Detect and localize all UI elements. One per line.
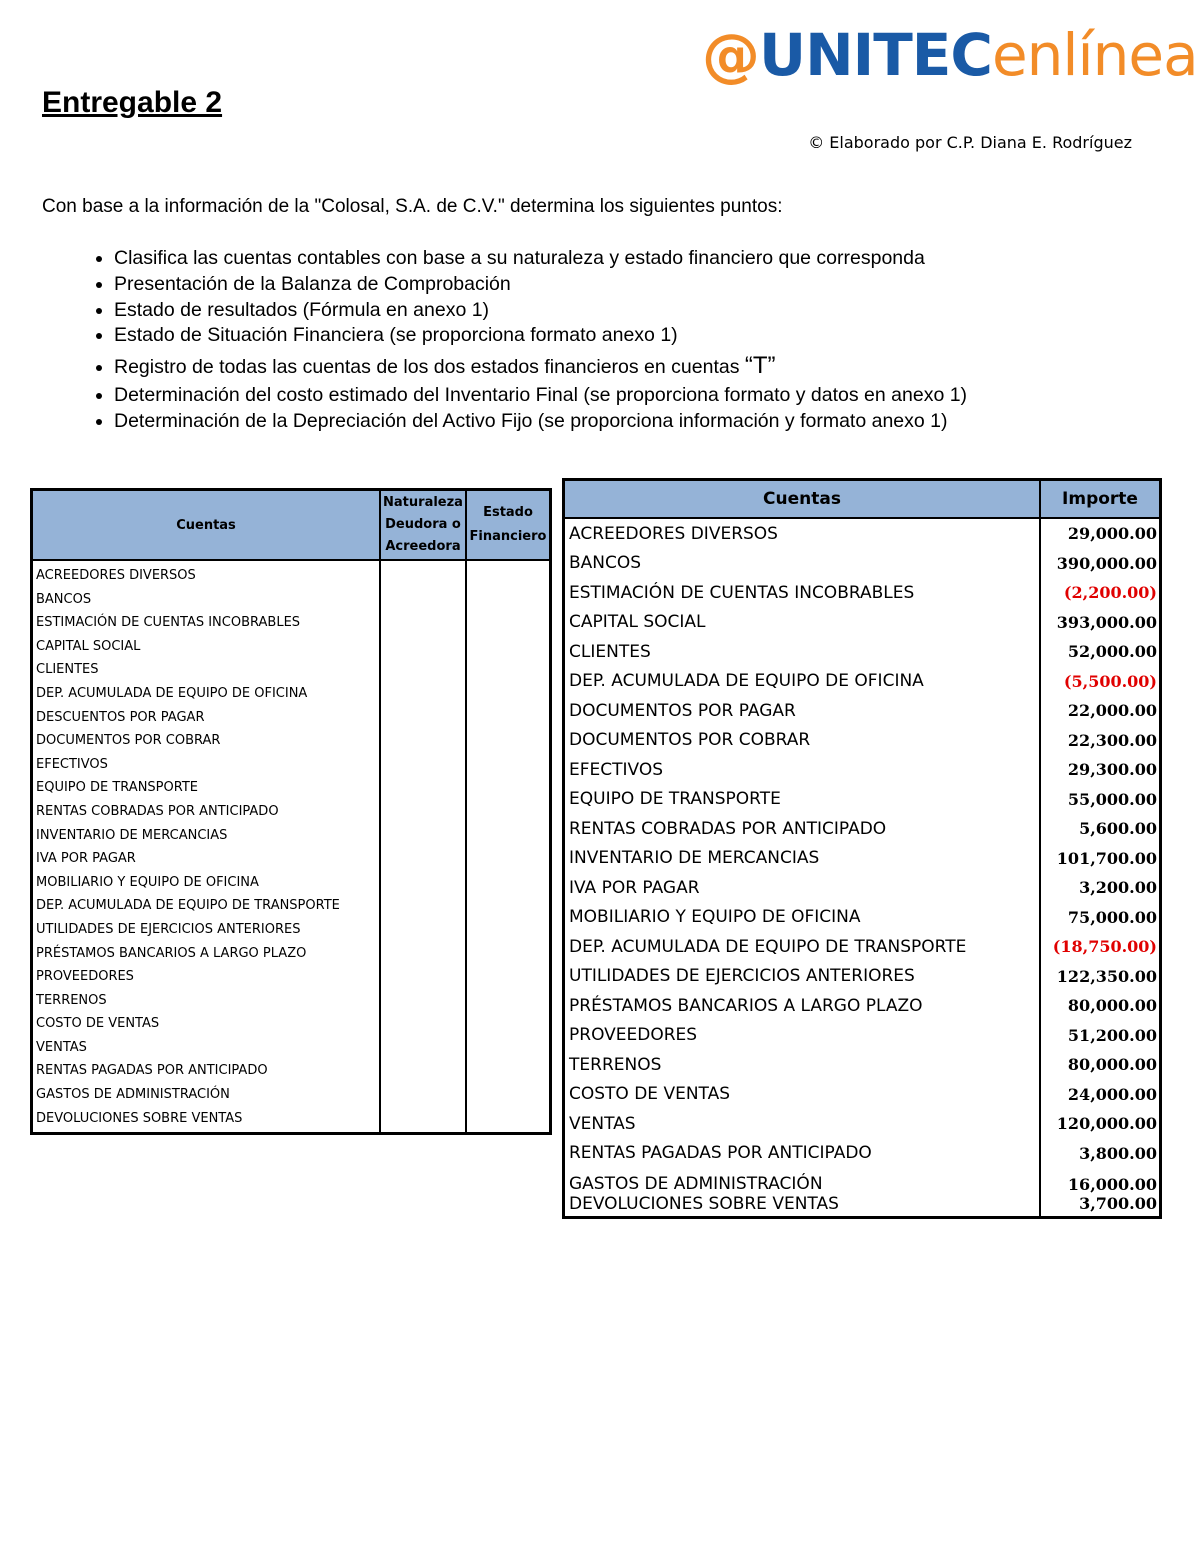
task-item: • Determinación de la Depreciación del Activo Fijo (se proporciona información y formato anexo 1) bbox=[114, 409, 967, 435]
author-credit: © Elaborado por C.P. Diana E. Rodríguez bbox=[808, 133, 1132, 152]
account-amount: 122,350.00 bbox=[1040, 962, 1161, 992]
table-row bbox=[564, 726, 1161, 756]
account-amount: 51,200.00 bbox=[1040, 1021, 1161, 1051]
account-name: DEVOLUCIONES SOBRE VENTAS bbox=[564, 1194, 1041, 1218]
account-name: ESTIMACIÓN DE CUENTAS INCOBRABLES bbox=[564, 578, 1041, 608]
intro-text: Con base a la información de la "Colosal, S.A. de C.V." determina los siguientes puntos: bbox=[42, 196, 783, 217]
table-row bbox=[564, 873, 1161, 903]
table-row bbox=[564, 1050, 1161, 1080]
account-amount: 29,300.00 bbox=[1040, 755, 1161, 785]
account-amount: 24,000.00 bbox=[1040, 1080, 1161, 1110]
table-row bbox=[564, 667, 1161, 697]
account-amount: 22,300.00 bbox=[1040, 726, 1161, 756]
account-amount: 22,000.00 bbox=[1040, 696, 1161, 726]
table-row bbox=[564, 903, 1161, 933]
account-name: DEVOLUCIONES SOBRE VENTAS bbox=[36, 1110, 243, 1126]
task-item: • Determinación del costo estimado del Inventario Final (se proporciona formato y datos en anexo 1) bbox=[114, 383, 967, 409]
account-name: PROVEEDORES bbox=[36, 969, 134, 985]
account-name: TERRENOS bbox=[564, 1050, 1041, 1080]
account-name: PRÉSTAMOS BANCARIOS A LARGO PLAZO bbox=[36, 945, 307, 961]
account-name: DEP. ACUMULADA DE EQUIPO DE TRANSPORTE bbox=[564, 932, 1041, 962]
task-item: • Estado de resultados (Fórmula en anexo 1) bbox=[114, 298, 967, 324]
account-name: EFECTIVOS bbox=[36, 756, 108, 772]
table-row bbox=[564, 1139, 1161, 1169]
balances-table bbox=[562, 478, 1162, 1219]
account-name: UTILIDADES DE EJERCICIOS ANTERIORES bbox=[564, 962, 1041, 992]
account-amount: 16,000.00 bbox=[1040, 1168, 1161, 1194]
table-row bbox=[564, 932, 1161, 962]
account-amount: (2,200.00) bbox=[1040, 578, 1161, 608]
account-name: DEP. ACUMULADA DE EQUIPO DE OFICINA bbox=[564, 667, 1041, 697]
account-name: VENTAS bbox=[564, 1109, 1041, 1139]
account-name: MOBILIARIO Y EQUIPO DE OFICINA bbox=[36, 874, 259, 890]
account-name: EFECTIVOS bbox=[564, 755, 1041, 785]
account-amount: 3,700.00 bbox=[1040, 1194, 1161, 1218]
account-amount: 3,200.00 bbox=[1040, 873, 1161, 903]
logo-tail: enlínea bbox=[991, 21, 1198, 89]
estado-financiero-column[interactable] bbox=[466, 560, 551, 1134]
account-name: CLIENTES bbox=[36, 662, 99, 678]
account-name: ACREEDORES DIVERSOS bbox=[564, 518, 1041, 549]
table-row bbox=[564, 991, 1161, 1021]
task-item: • Presentación de la Balanza de Comprobación bbox=[114, 272, 967, 298]
table-row bbox=[564, 637, 1161, 667]
table-row bbox=[564, 578, 1161, 608]
account-name: DEP. ACUMULADA DE EQUIPO DE TRANSPORTE bbox=[36, 898, 340, 914]
page-title: Entregable 2 bbox=[42, 86, 223, 119]
account-amount: (5,500.00) bbox=[1040, 667, 1161, 697]
table-row bbox=[564, 1109, 1161, 1139]
column-header-estado bbox=[466, 490, 551, 561]
account-name: INVENTARIO DE MERCANCIAS bbox=[564, 844, 1041, 874]
table-row bbox=[564, 1194, 1161, 1218]
column-header-importe: Importe bbox=[1040, 480, 1161, 519]
table-row bbox=[564, 1168, 1161, 1194]
account-name: DOCUMENTOS POR COBRAR bbox=[36, 733, 221, 749]
account-amount: 3,800.00 bbox=[1040, 1139, 1161, 1169]
logo-brand: UNITEC bbox=[759, 21, 992, 89]
account-name: RENTAS COBRADAS POR ANTICIPADO bbox=[564, 814, 1041, 844]
task-list bbox=[74, 246, 967, 435]
account-name: EQUIPO DE TRANSPORTE bbox=[36, 780, 198, 796]
account-amount: 5,600.00 bbox=[1040, 814, 1161, 844]
account-amount: (18,750.00) bbox=[1040, 932, 1161, 962]
table-row bbox=[564, 755, 1161, 785]
account-name: BANCOS bbox=[36, 591, 92, 607]
accounts-column bbox=[32, 560, 381, 1134]
account-name: GASTOS DE ADMINISTRACIÓN bbox=[564, 1168, 1041, 1194]
account-name: CAPITAL SOCIAL bbox=[36, 638, 141, 654]
unitec-logo bbox=[702, 21, 1198, 89]
account-amount: 393,000.00 bbox=[1040, 608, 1161, 638]
task-item: • Clasifica las cuentas contables con base a su naturaleza y estado financiero que corresponda bbox=[114, 246, 967, 272]
account-amount: 80,000.00 bbox=[1040, 991, 1161, 1021]
table-row bbox=[564, 785, 1161, 815]
table-row bbox=[564, 518, 1161, 549]
naturaleza-column[interactable] bbox=[380, 560, 466, 1134]
account-amount: 120,000.00 bbox=[1040, 1109, 1161, 1139]
table-row bbox=[564, 1080, 1161, 1110]
task-item-text: Registro de todas las cuentas de los dos estados financieros en cuentas bbox=[114, 356, 740, 379]
table-row bbox=[564, 814, 1161, 844]
logo-at: @ bbox=[702, 21, 759, 89]
account-name: MOBILIARIO Y EQUIPO DE OFICINA bbox=[564, 903, 1041, 933]
task-item bbox=[114, 349, 967, 383]
account-name: UTILIDADES DE EJERCICIOS ANTERIORES bbox=[36, 921, 301, 937]
table-row bbox=[564, 844, 1161, 874]
account-name: ESTIMACIÓN DE CUENTAS INCOBRABLES bbox=[36, 615, 301, 631]
account-name: INVENTARIO DE MERCANCIAS bbox=[36, 827, 228, 843]
account-name: VENTAS bbox=[36, 1039, 87, 1055]
task-item-quote: “T” bbox=[744, 352, 776, 380]
account-name: TERRENOS bbox=[36, 992, 107, 1008]
account-name: IVA POR PAGAR bbox=[564, 873, 1041, 903]
account-name: ACREEDORES DIVERSOS bbox=[36, 568, 196, 583]
account-name: RENTAS COBRADAS POR ANTICIPADO bbox=[36, 803, 279, 819]
account-name: COSTO DE VENTAS bbox=[564, 1080, 1041, 1110]
table-row bbox=[564, 1021, 1161, 1051]
table-row bbox=[564, 696, 1161, 726]
header-line: Estado bbox=[483, 505, 533, 520]
table-row bbox=[564, 608, 1161, 638]
account-name: RENTAS PAGADAS POR ANTICIPADO bbox=[564, 1139, 1041, 1169]
account-amount: 390,000.00 bbox=[1040, 549, 1161, 579]
task-item: • Estado de Situación Financiera (se proporciona formato anexo 1) bbox=[114, 323, 967, 349]
account-amount: 29,000.00 bbox=[1040, 518, 1161, 549]
account-name: GASTOS DE ADMINISTRACIÓN bbox=[36, 1087, 230, 1103]
account-amount: 80,000.00 bbox=[1040, 1050, 1161, 1080]
account-amount: 75,000.00 bbox=[1040, 903, 1161, 933]
account-name: COSTO DE VENTAS bbox=[36, 1016, 160, 1032]
header-line: Naturaleza bbox=[383, 495, 463, 510]
table-row bbox=[564, 549, 1161, 579]
account-amount: 52,000.00 bbox=[1040, 637, 1161, 667]
account-name: DESCUENTOS POR PAGAR bbox=[36, 709, 205, 725]
account-amount: 55,000.00 bbox=[1040, 785, 1161, 815]
account-name: DOCUMENTOS POR COBRAR bbox=[564, 726, 1041, 756]
account-amount: 101,700.00 bbox=[1040, 844, 1161, 874]
account-name: PRÉSTAMOS BANCARIOS A LARGO PLAZO bbox=[564, 991, 1041, 1021]
column-header-naturaleza bbox=[380, 490, 466, 561]
account-name: RENTAS PAGADAS POR ANTICIPADO bbox=[36, 1063, 268, 1079]
column-header-cuentas: Cuentas bbox=[564, 480, 1041, 519]
header-line: Acreedora bbox=[385, 539, 461, 554]
account-name: IVA POR PAGAR bbox=[36, 851, 136, 867]
account-name: EQUIPO DE TRANSPORTE bbox=[564, 785, 1041, 815]
header-line: Deudora o bbox=[385, 517, 461, 532]
account-name: PROVEEDORES bbox=[564, 1021, 1041, 1051]
column-header-cuentas: Cuentas bbox=[32, 490, 381, 561]
account-name: CLIENTES bbox=[564, 637, 1041, 667]
account-name: DEP. ACUMULADA DE EQUIPO DE OFICINA bbox=[36, 685, 308, 701]
account-name: DOCUMENTOS POR PAGAR bbox=[564, 696, 1041, 726]
classification-table bbox=[30, 488, 552, 1135]
account-name: BANCOS bbox=[564, 549, 1041, 579]
table-row bbox=[564, 962, 1161, 992]
account-name: CAPITAL SOCIAL bbox=[564, 608, 1041, 638]
header-line: Financiero bbox=[469, 529, 547, 544]
